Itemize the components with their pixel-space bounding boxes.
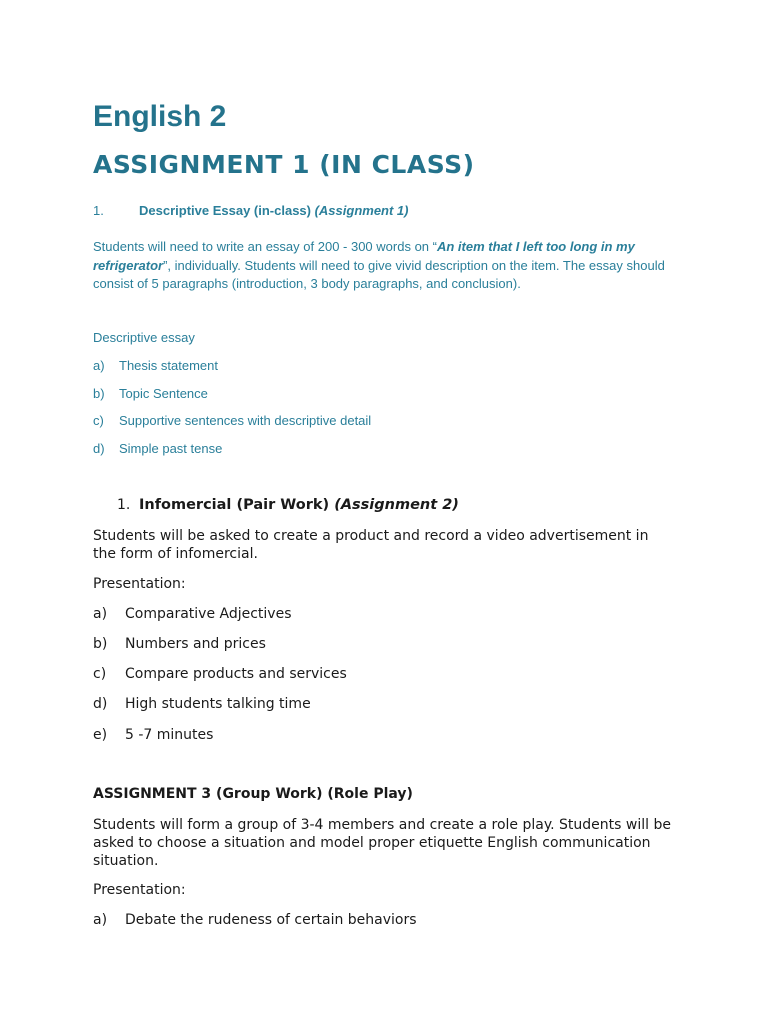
list-text: Topic Sentence	[119, 386, 208, 401]
list-text: Comparative Adjectives	[125, 606, 292, 622]
assignment-heading: ASSIGNMENT 1 (IN CLASS)	[93, 150, 475, 179]
list-text: Debate the rudeness of certain behaviors	[125, 912, 417, 928]
section-1-paragraph-end: ”, individually. Students will need to give vivid description on the item. The essay should consist of 5 paragraphs (introduction, 3 body paragraphs, and conclusion).	[93, 257, 665, 291]
list-text: Thesis statement	[119, 358, 218, 373]
section-1-title	[139, 203, 409, 218]
section-3-paragraph: Students will form a group of 3-4 members and create a role play. Students will be asked to choose a situation and model proper etiquette English communication situation.	[93, 817, 671, 869]
list-text: Compare products and services	[125, 666, 347, 682]
section-1-sublist-label: Descriptive essay	[93, 330, 195, 345]
list-text: 5 -7 minutes	[125, 727, 214, 743]
section-1-paragraph-emphasis: An item that I left too long in my refrigerator	[93, 239, 635, 273]
list-marker: c)	[93, 413, 104, 428]
section-2-paragraph: Students will be asked to create a product and record a video advertisement in the form of infomercial.	[93, 528, 649, 562]
list-item	[93, 636, 266, 652]
list-marker: d)	[93, 441, 105, 456]
section-2-presentation-label: Presentation:	[93, 576, 186, 592]
document-title: English 2	[93, 100, 227, 133]
section-1-paragraph	[93, 238, 673, 294]
list-marker: b)	[93, 386, 105, 401]
list-item	[93, 441, 222, 456]
list-text: High students talking time	[125, 696, 311, 712]
list-item	[93, 413, 371, 428]
list-marker: d)	[93, 696, 108, 712]
list-marker: c)	[93, 666, 107, 682]
section-2-number: 1.	[117, 497, 131, 513]
list-item	[93, 358, 218, 373]
list-marker: b)	[93, 636, 108, 652]
section-3-title: ASSIGNMENT 3 (Group Work) (Role Play)	[93, 786, 413, 802]
section-3-presentation-label: Presentation:	[93, 882, 186, 898]
section-1-title-emphasis: (Assignment 1)	[314, 203, 409, 218]
list-marker: a)	[93, 358, 105, 373]
list-text: Supportive sentences with descriptive detail	[119, 413, 372, 428]
list-item	[93, 727, 213, 743]
list-item	[93, 696, 311, 712]
list-marker: a)	[93, 912, 108, 928]
list-marker: a)	[93, 606, 108, 622]
section-1-paragraph-start: Students will need to write an essay of 200 - 300 words on “	[93, 239, 437, 254]
section-1-title-text: Descriptive Essay (in-class)	[139, 203, 315, 218]
list-item	[93, 666, 347, 682]
list-item	[93, 912, 417, 928]
list-item	[93, 606, 292, 622]
section-1-number: 1.	[93, 203, 104, 218]
section-2-title-emphasis: (Assignment 2)	[334, 497, 459, 513]
list-item	[93, 386, 208, 401]
section-2-title	[139, 497, 459, 513]
list-marker: e)	[93, 727, 108, 743]
section-2-title-text: Infomercial (Pair Work)	[139, 497, 335, 513]
list-text: Numbers and prices	[125, 636, 266, 652]
list-text: Simple past tense	[119, 441, 223, 456]
